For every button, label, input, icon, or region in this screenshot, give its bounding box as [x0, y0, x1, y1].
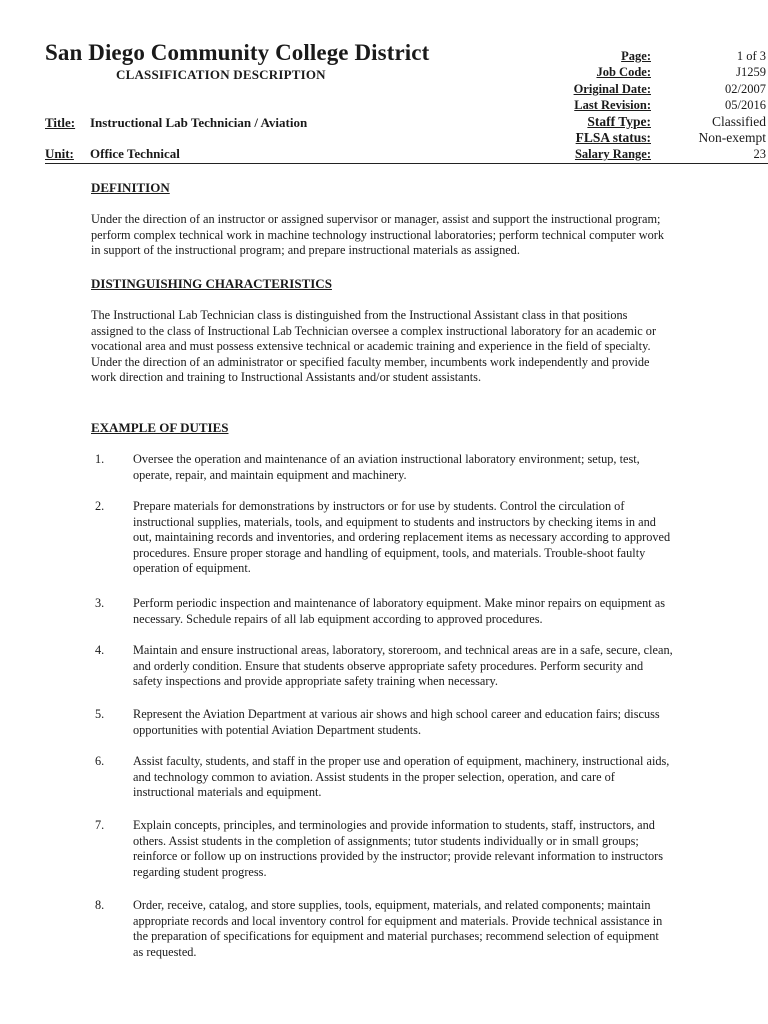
duty-text [133, 643, 731, 690]
duty-item [91, 707, 731, 738]
unit-value: Office Technical [90, 146, 180, 161]
duty-text [133, 596, 731, 627]
text-line: Under the direction of an administrator or specified faculty member, incumbents work independently and provide [91, 354, 650, 369]
text-line: instructional materials and equipment. [133, 785, 322, 800]
definition-text [91, 212, 721, 259]
text-line: operation of equipment. [133, 561, 251, 576]
duty-text [133, 707, 731, 738]
organization-name: San Diego Community College District [45, 40, 430, 65]
text-line: Maintain and ensure instructional areas, laboratory, storeroom, and technical areas are in a safe, secure, clean, [133, 643, 673, 657]
meta-label: Page: [621, 49, 651, 63]
meta-label: Staff Type: [587, 113, 651, 129]
meta-page [540, 48, 766, 64]
duty-item [91, 818, 731, 880]
text-line: safety inspections and provide appropriate safety training when necessary. [133, 674, 498, 689]
text-line: assigned to the class of Instructional Lab Technician oversee a complex instructional laboratory for an academic or [91, 323, 657, 338]
duty-item [91, 898, 731, 960]
header-divider [45, 163, 768, 164]
meta-value: 02/2007 [725, 81, 766, 96]
duty-item [91, 754, 731, 801]
text-line: The Instructional Lab Technician class is distinguished from the Instructional Assistant class in that positions [91, 308, 628, 322]
text-line: regarding student progress. [133, 864, 267, 879]
text-line: operate, repair, and maintain equipment and machinery. [133, 467, 407, 482]
unit-field [45, 146, 180, 162]
text-line: vocational area and must possess extensive technical or academic training and experience in the field of specialty. [91, 339, 651, 354]
text-line: Oversee the operation and maintenance of an aviation instructional laboratory environment; setup, test, [133, 452, 640, 466]
text-line: the preparation of specifications for equipment and material purchases; recommend selection of equipment [133, 929, 659, 944]
meta-value: 1 of 3 [736, 49, 766, 63]
meta-label: Last Revision: [574, 98, 651, 113]
meta-salary-range [540, 146, 766, 162]
duty-number: 8. [95, 898, 105, 912]
text-line: appropriate records and local inventory control for equipment and materials. Provide technical assistance in [133, 913, 663, 928]
duty-number: 6. [95, 754, 105, 768]
text-line: Explain concepts, principles, and terminologies and provide information to students, staff, instructors, and [133, 818, 655, 832]
duty-item [91, 596, 731, 627]
text-line: Order, receive, catalog, and store supplies, tools, equipment, materials, and related components; maintain [133, 898, 651, 912]
distinguishing-text [91, 308, 721, 386]
duty-item [91, 643, 731, 690]
text-line: Under the direction of an instructor or assigned supervisor or manager, assist and support the instructional program; [91, 212, 661, 226]
text-line: out, maintaining records and inventories, and ordering replacement items as necessary according to approved [133, 530, 671, 545]
meta-last-revision [540, 97, 766, 113]
text-line: Represent the Aviation Department at various air shows and high school career and education fairs; discuss [133, 707, 660, 721]
title-field [45, 115, 307, 131]
text-line: Assist faculty, students, and staff in the proper use and operation of equipment, machinery, instructional aids, [133, 754, 670, 768]
title-value: Instructional Lab Technician / Aviation [90, 115, 308, 130]
text-line: instructional supplies, materials, tools, and equipment to students and instructors by checking items in and [133, 514, 656, 529]
meta-label: Job Code: [596, 65, 651, 80]
unit-label: Unit: [45, 146, 74, 161]
text-line: and technology common to aviation. Assist students in the proper selection, operation, and care of [133, 769, 615, 784]
duty-number: 1. [95, 452, 105, 466]
meta-label: FLSA status: [575, 129, 651, 145]
meta-value: J1259 [736, 65, 766, 80]
duty-number: 7. [95, 818, 105, 832]
meta-value: 23 [753, 147, 766, 162]
duty-item [91, 499, 731, 577]
duty-text [133, 499, 731, 577]
duty-text [133, 818, 731, 880]
meta-value: Classified [712, 113, 766, 129]
document-meta [540, 48, 766, 163]
text-line: as requested. [133, 944, 197, 959]
text-line: others. Assist students in the completion of assignments; tutor students individually or in small groups; [133, 833, 639, 848]
distinguishing-heading: DISTINGUISHING CHARACTERISTICS [91, 276, 332, 291]
text-line: opportunities with potential Aviation Department students. [133, 722, 422, 737]
text-line: Perform periodic inspection and maintenance of laboratory equipment. Make minor repairs on equipment as [133, 596, 666, 610]
duties-heading: EXAMPLE OF DUTIES [91, 420, 229, 435]
text-line: necessary. Schedule repairs of all lab equipment according to approved procedures. [133, 611, 543, 626]
duty-number: 4. [95, 643, 105, 657]
definition-heading: DEFINITION [91, 180, 170, 195]
text-line: Prepare materials for demonstrations by instructors or for use by students. Control the circulation of [133, 499, 625, 513]
meta-label: Salary Range: [574, 147, 651, 162]
text-line: in support of the instructional program; and prepare instructional materials as assigned. [91, 243, 520, 258]
duty-number: 5. [95, 707, 105, 721]
duty-text [133, 754, 731, 801]
meta-flsa-status [540, 130, 766, 146]
text-line: reinforce or follow up on instructions provided by the instructor; provide relevant information to instructors [133, 849, 664, 864]
text-line: perform complex technical work in machine technology instructional laboratories; perform technical computer work [91, 227, 664, 242]
meta-staff-type [540, 114, 766, 130]
text-line: work direction and training to Instructional Assistants and/or student assistants. [91, 370, 482, 385]
duty-item [91, 452, 731, 483]
text-line: and orderly condition. Ensure that students observe appropriate safety procedures. Perform security and [133, 658, 644, 673]
meta-label: Original Date: [573, 81, 651, 96]
meta-job-code [540, 64, 766, 80]
duty-text [133, 452, 731, 483]
meta-value: 05/2016 [725, 98, 766, 113]
duty-text [133, 898, 731, 960]
meta-original-date [540, 81, 766, 97]
text-line: procedures. Ensure proper storage and handling of equipment, tools, and materials. Trouble-shoot faulty [133, 545, 646, 560]
title-label: Title: [45, 115, 76, 130]
document-type: CLASSIFICATION DESCRIPTION [116, 67, 326, 82]
duty-number: 2. [95, 499, 105, 513]
meta-value: Non-exempt [698, 129, 766, 145]
duty-number: 3. [95, 596, 105, 610]
